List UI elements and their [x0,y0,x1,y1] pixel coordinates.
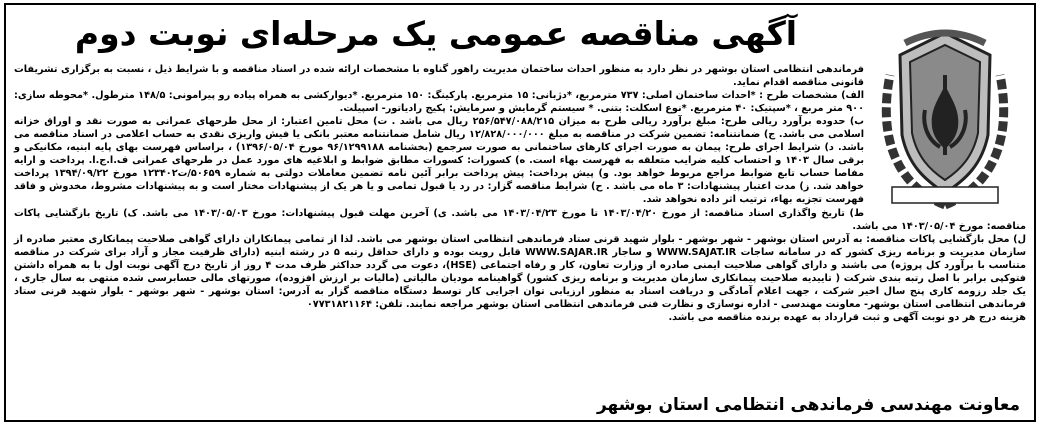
section-label: و) پیش پرداخت: [528,168,609,180]
tender-notice [4,3,1036,422]
intro-paragraph: فرماندهی انتظامی استان بوشهر در نظر دارد به منظور احداث ساختمان مدیریت راهور گناوه با مشخصات ارائه شده در اسناد مناقصه و با شرایط ذیل ، نسبت به برگزاری تشریفات قانونی مناقصه اقدام نماید. [14,64,864,89]
section-text: *احداث ساختمان اصلی: ۷۳۷ مترمربع، *دژبانی: ۱۵ مترمربع. پارکینگ: ۱۵۰ مترمربع. *دیوارکشی به همراه پیاده رو پیرامونی: ۱۴۸/۵ مترطول. *محوطه سازی: ۹۰۰ متر مربع ، *سپتیک: ۴۰ مترمربع. *نوع اسکلت: بتنی. * سیستم گرمایش و سرمایش: پکیج رادیاتور- اسپیلت. [14,90,864,115]
section-text: پیمان به صورت اجرای کارهای ساختمانی به صورت سرجمع (بخشنامه ۹۶/۱۲۹۹۱۸۸ مورخ ۱۳۹۶/۰۵/۰۴) ، براساس فهرست بهای پایه ابنیه، مکانیکی و برقی سال ۱۴۰۳ و احتساب کلیه ضرایب متعلقه به فهرست بهاء است. [14,142,865,167]
notice-body [14,63,1026,392]
section-label: ز) مدت اعتبار پیشنهادات: [686,181,810,193]
section-l [14,233,1026,311]
section-text: تضمین شرکت در مناقصه به مبلغ ۱۲/۸۲۸/۰۰۰/۰۰۰ ریال شامل ضمانتنامه معتبر بانکی یا فیش واریزی نقدی به حساب اعلامی در اسناد مناقصه می باشد. [14,129,865,154]
section-text: از مورخ ۱۴۰۳/۰۴/۲۰ تا مورخ ۱۴۰۳/۰۴/۲۳ می باشد. ی) آخرین مهلت قبول پیشنهادات: مورخ ۱۴۰۳/۰۵/۰۳ می باشد. ک) تاریخ بازگشایی پاکات مناقصه: مورخ ۱۴۰۳/۰۵/۰۴ می باشد. [14,207,1026,232]
signature: معاونت مهندسی فرماندهی انتظامی استان بوشهر [596,395,1020,415]
emblem-spacer [864,63,1026,213]
section-label: ه) کسورات: [467,155,526,167]
section-text: ۳ ماه می باشد . ح) شرایط مناقصه گزار: در رد یا قبول تمامی و یا هر یک از پیشنهادات مختار است و به پیشنهادات مشروط، مخدوش و فاقد فهرست تجزیه بهاء، ترتیب اثر داده نخواهد شد. [14,181,864,206]
page-title: آگهی مناقصه عمومی یک مرحله‌ای نوبت دوم [74,14,798,53]
closing-note: هزینه درج هر دو نوبت آگهی و ثبت قرارداد به عهده برنده مناقصه می باشد. [668,311,1026,323]
section-label: د) شرایط اجرای طرح: [725,142,834,154]
section-text: مبلغ برآورد ریالی طرح به میزان ۲۵۶/۵۴۷/۰۸۸/۲۱۵ ریال می باشد . ت) محل تامین اعتبار: از محل طرحهای عمرانی به صورت نقد و اوراق خزانه اسلامی می باشد. [14,116,865,141]
section-text: پیش پرداخت برابر آئین نامه تضمین معاملات دولتی به شماره ۵۰۶۵۹/ت۱۲۳۴۰۲ مورخ ۱۳۹۴/۰۹/۲۲ پرداخت خواهد شد. [14,168,864,193]
section-label: الف) مشخصات طرح : [759,90,865,102]
section-label: ج) ضمانتنامه: [709,129,776,141]
section-text: کسورات مطابق ضوابط و ابلاغیه های مورد عمل در طرحهای عمرانی ف.ا.ج.ا. پرداخت و ارایه مفاصا حساب تابع ضوابط مراجع مربوط خواهد بود. [14,155,864,180]
section-label: ب) حدوده برآورد ریالی طرح: [720,116,864,128]
section-text: به آدرس استان بوشهر - شهر بوشهر - بلوار شهید قرنی ستاد فرماندهی انتظامی استان بوشهر می باشد. لذا از تمامی پیمانکاران دارای گواهی صلاحیت پیمانکاری معتبر صادره از سازمان مدیریت و برنامه ریزی کشور که در سامانه ساجات WWW.SAJAT.IR و ساجار WWW.SAJAR.IR قابل رویت بوده و دارای حداقل رتبه ۵ در رشته ابنیه (دارای ظرفیت مجاز و آزاد برای شرکت در مناقصه متناسب با برآورد کل پروژه) می باشند و دارای گواهی صلاحیت ایمنی صادره از وزارت تعاون، کار و رفاه اجتماعی (HSE)، دعوت می گردد حداکثر ظرف مدت ۴ روز از تاریخ درج آگهی نوبت اول با به همراه داشتن فتوکپی برابر با اصل رتبه بندی شرکت ( تاییدیه صلاحیت پیمانکاری سازمان مدیریت و برنامه ریزی کشور) گواهینامه مودیان مالیاتی (مالیات بر ارزش افزوده)، صورتهای مالی حسابرسی شده منتهی به سال جاری ، یک جلد رزومه کاری پنج سال اخیر شرکت ، جهت اعلام آمادگی و دریافت اسناد به منظور ارزیابی توان اجرایی کار توسط دستگاه مناقصه گزار به آدرس: استان بوشهر - شهر بوشهر - بلوار شهید قرنی ستاد فرماندهی انتظامی استان بوشهر- معاونت مهندسی - اداره نوسازی و نظارت فنی فرماندهی انتظامی استان بوشهر مراجعه نمایند. تلفن: ۰۷۷۳۱۸۲۱۱۶۴ [14,233,1027,310]
section-label: ط) تاریخ واگذاری اسناد مناقصه: [704,207,865,219]
section-label: ل) محل بازگشایی پاکات مناقصه: [866,233,1026,245]
